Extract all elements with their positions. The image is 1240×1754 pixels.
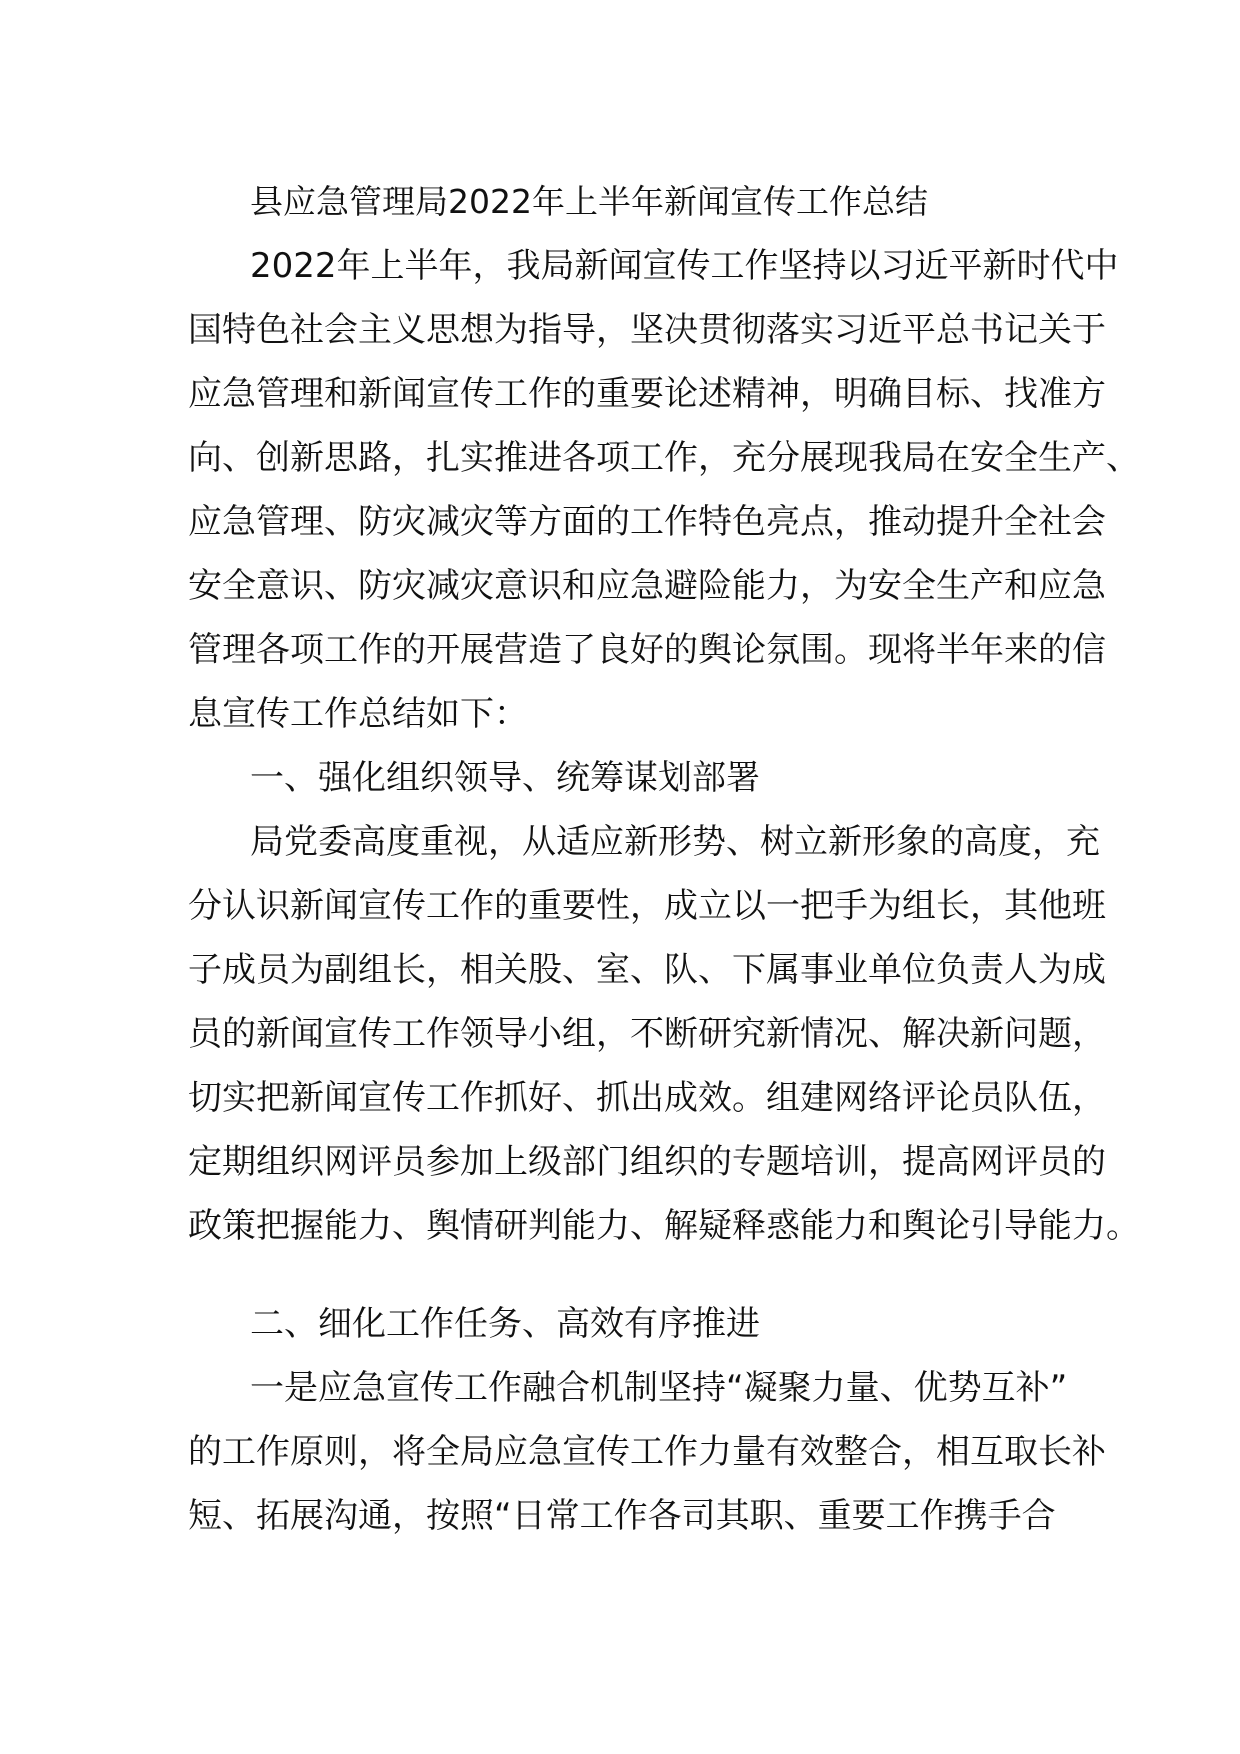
section-1-line: 局党委高度重视，从适应新形势、树立新形象的高度，充 xyxy=(250,822,1100,862)
document-body xyxy=(188,170,1140,1548)
intro-line: 2022年上半年，我局新闻宣传工作坚持以习近平新时代中 xyxy=(250,246,1119,286)
paragraph-spacer xyxy=(188,1258,1068,1292)
intro-line: 应急管理和新闻宣传工作的重要论述精神，明确目标、找准方 xyxy=(188,374,1106,414)
intro-line: 管理各项工作的开展营造了良好的舆论氛围。现将半年来的信 xyxy=(188,630,1106,670)
intro-line: 应急管理、防灾减灾等方面的工作特色亮点，推动提升全社会 xyxy=(188,502,1106,542)
section-1-heading: 一、强化组织领导、统筹谋划部署 xyxy=(250,758,760,798)
intro-line: 向、创新思路，扎实推进各项工作，充分展现我局在安全生产、 xyxy=(188,438,1140,478)
section-1-line: 分认识新闻宣传工作的重要性，成立以一把手为组长，其他班 xyxy=(188,886,1106,926)
section-2-line: 短、拓展沟通，按照“日常工作各司其职、重要工作携手合 xyxy=(188,1496,1056,1536)
section-2-paragraph xyxy=(188,1356,1106,1548)
intro-line: 国特色社会主义思想为指导，坚决贯彻落实习近平总书记关于 xyxy=(188,310,1106,350)
section-1-line: 定期组织网评员参加上级部门组织的专题培训，提高网评员的 xyxy=(188,1142,1106,1182)
section-1-line: 切实把新闻宣传工作抓好、抓出成效。组建网络评论员队伍， xyxy=(188,1078,1106,1118)
section-2-line: 一是应急宣传工作融合机制坚持“凝聚力量、优势互补” xyxy=(250,1368,1068,1408)
section-2-heading: 二、细化工作任务、高效有序推进 xyxy=(250,1304,760,1344)
intro-paragraph xyxy=(188,234,1140,746)
section-1-line: 子成员为副组长，相关股、室、队、下属事业单位负责人为成 xyxy=(188,950,1106,990)
section-1-paragraph xyxy=(188,810,1140,1258)
section-1-line: 政策把握能力、舆情研判能力、解疑释惑能力和舆论引导能力。 xyxy=(188,1206,1140,1246)
section-1-line: 员的新闻宣传工作领导小组，不断研究新情况、解决新问题， xyxy=(188,1014,1106,1054)
intro-line: 息宣传工作总结如下： xyxy=(188,694,528,734)
intro-line: 安全意识、防灾减灾意识和应急避险能力，为安全生产和应急 xyxy=(188,566,1106,606)
document-title: 县应急管理局2022年上半年新闻宣传工作总结 xyxy=(250,182,928,221)
section-2-line: 的工作原则，将全局应急宣传工作力量有效整合，相互取长补 xyxy=(188,1432,1106,1472)
